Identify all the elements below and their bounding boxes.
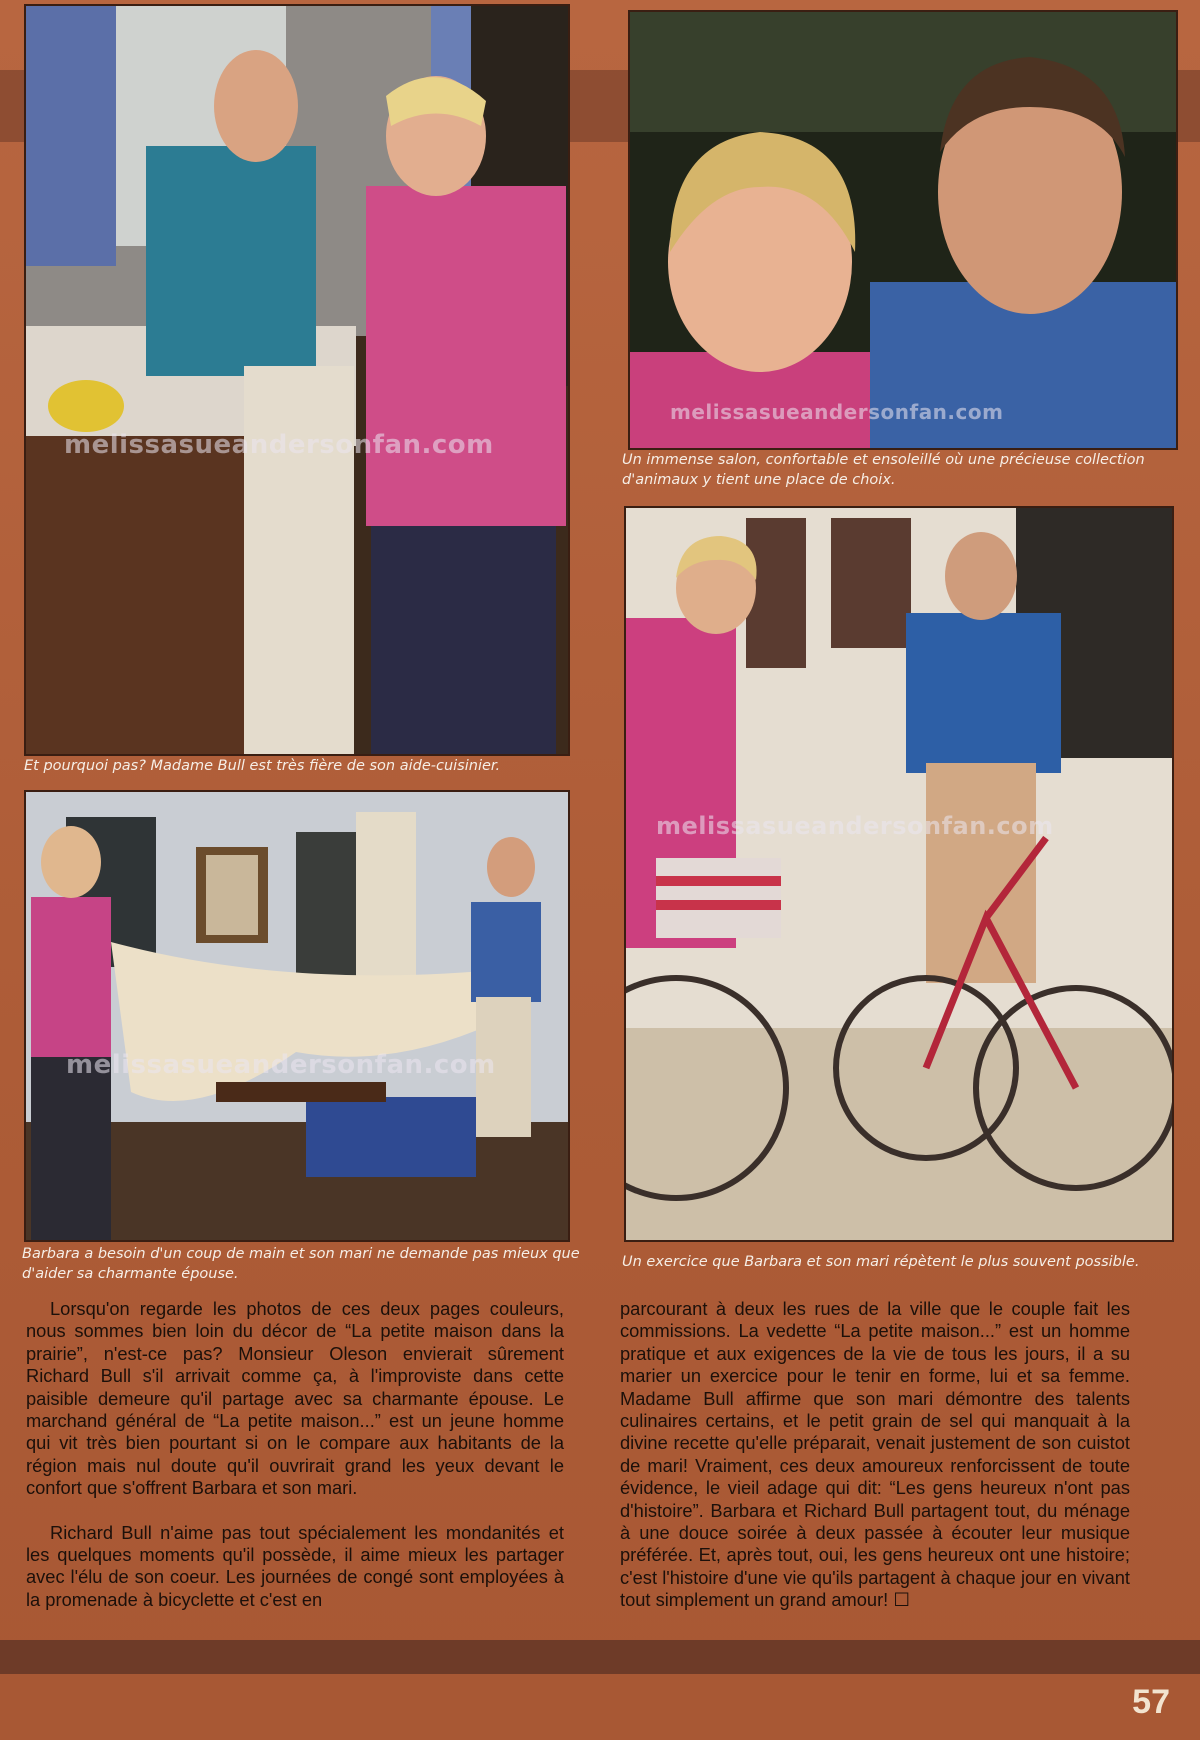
- article-paragraph: Lorsqu'on regarde les photos de ces deux pages couleurs, nous sommes bien loin du décor de “La petite maison dans la prairie”, n'est-ce pas? Monsieur Oleson envierait sûrement Richard Bull s'il arrivait comme ça, à l'improviste dans cette paisible demeure qu'il partage avec sa charmante épouse. Le marchand général de “La petite maison...” est un jeune homme qui vit très bien pourtant si on le compare aux habitants de la région mais nul doute qu'il ouvrirait grand les yeux devant le confort que s'offrent Barbara et son mari.: [26, 1298, 564, 1499]
- watermark-text: melissasueandersonfan.com: [670, 400, 1004, 424]
- watermark-text: melissasueandersonfan.com: [656, 812, 1054, 840]
- caption-kitchen: Et pourquoi pas? Madame Bull est très fière de son aide-cuisinier.: [24, 758, 501, 774]
- caption-tablecloth: Barbara a besoin d'un coup de main et son mari ne demande pas mieux que d'aider sa charmante épouse.: [22, 1246, 580, 1282]
- article-column-right: [620, 1298, 1130, 1612]
- photo-kitchen: [24, 4, 570, 756]
- caption-bicycles: Un exercice que Barbara et son mari répètent le plus souvent possible.: [622, 1254, 1140, 1270]
- watermark-text: melissasueandersonfan.com: [64, 430, 494, 460]
- article-column-left: [26, 1298, 564, 1611]
- watermark-text: melissasueandersonfan.com: [66, 1050, 496, 1080]
- caption-salon: Un immense salon, confortable et ensoleillé où une précieuse collection d'animaux y tient une place de choix.: [622, 452, 1145, 488]
- page-number: 57: [1132, 1683, 1170, 1721]
- photo-tablecloth: [24, 790, 570, 1242]
- photo-bicycles: [624, 506, 1174, 1242]
- photo-salon: [628, 10, 1178, 450]
- article-paragraph: parcourant à deux les rues de la ville que le couple fait les commissions. La vedette “La petite maison...” est un homme pratique et aux exigences de la vie de tous les jours, il a su marier un exercice pour le tenir en forme, lui et sa femme. Madame Bull affirme que son mari démontre des talents culinaires certains, et le petit grain de sel qui manquait à la divine recette qu'elle préparait, venait justement de son cuistot de mari! Vraiment, ces deux amoureux renforcissent de toute évidence, le vieil adage qui dit: “Les gens heureux n'ont pas d'histoire”. Barbara et Richard Bull partagent tout, du ménage à une douce soirée à deux passée à écouter leur musique préférée. Et, après tout, oui, les gens heureux ont une histoire; c'est l'histoire d'une vie qu'ils partagent à chaque jour en vivant tout simplement un grand amour! ☐: [620, 1298, 1130, 1611]
- article-paragraph: Richard Bull n'aime pas tout spécialement les mondanités et les quelques moments qu'il possède, il aime mieux les partager avec l'élu de son coeur. Les journées de congé sont employées à la promenade à bicyclette et c'est en: [26, 1521, 564, 1610]
- decor-band-bottom: [0, 1640, 1200, 1674]
